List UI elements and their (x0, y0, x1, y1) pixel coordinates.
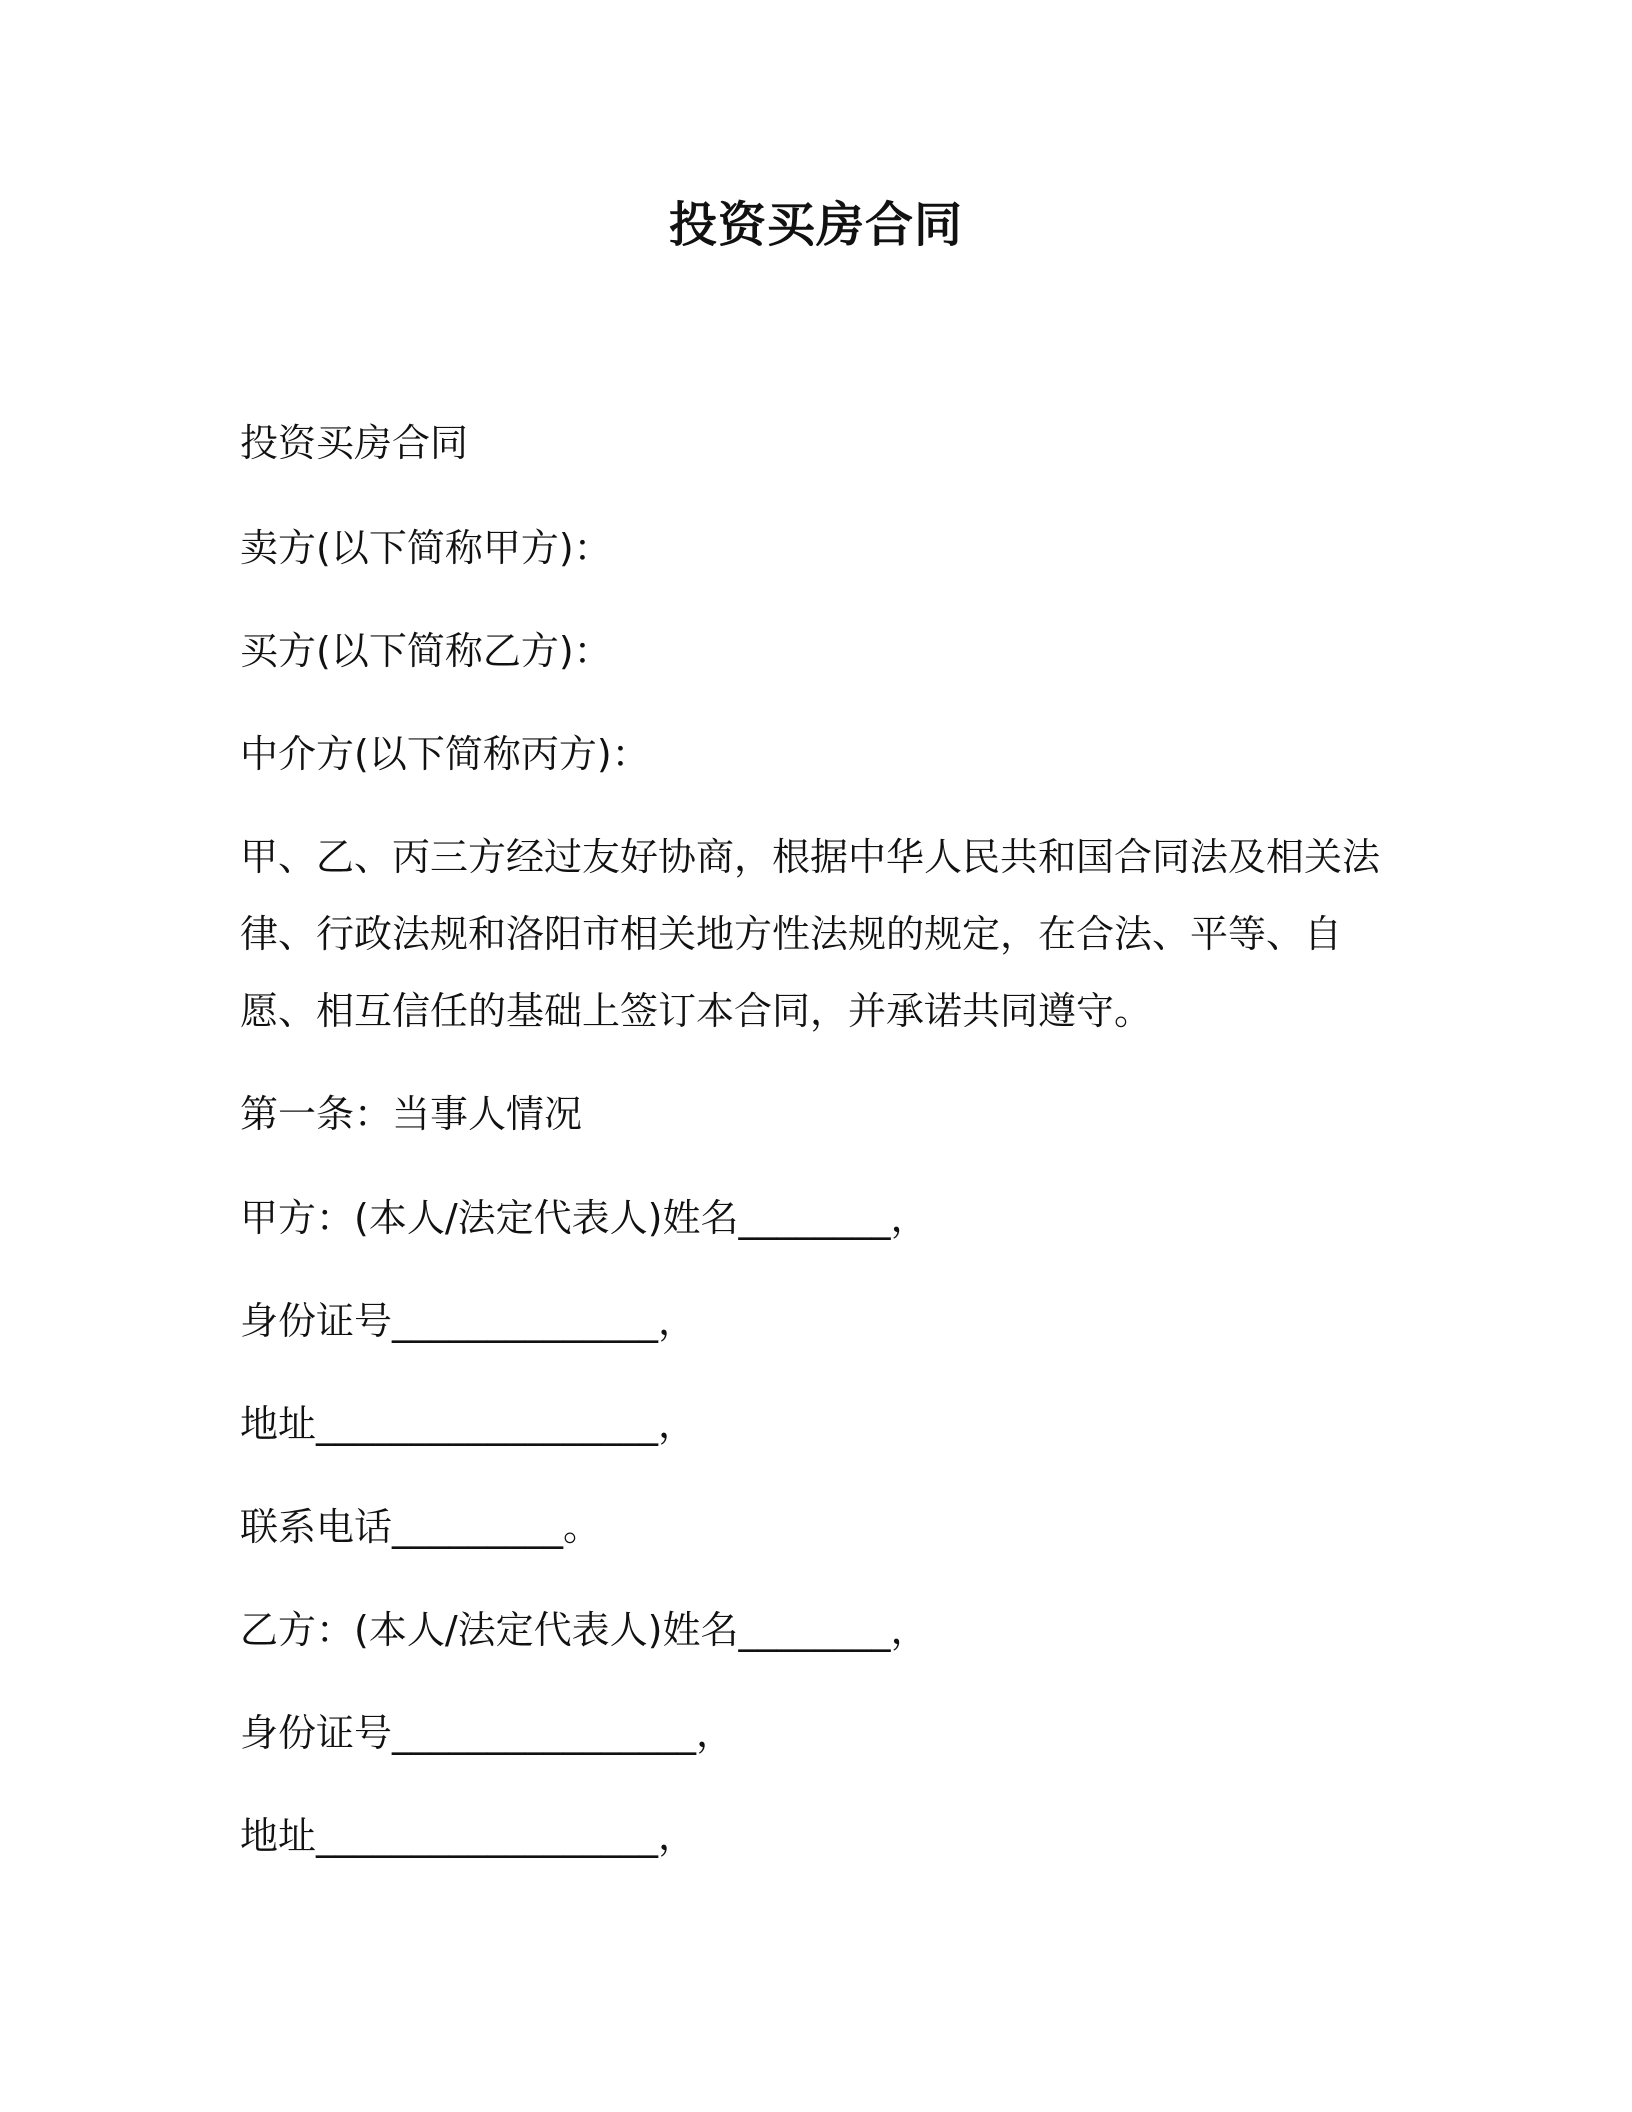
preamble-line-1: 甲、乙、丙三方经过友好协商，根据中华人民共和国合同法及相关法 (240, 835, 1381, 879)
agent-line: 中介方(以下简称丙方)： (240, 732, 650, 776)
party-a-phone-line: 联系电话_________。 (240, 1505, 602, 1549)
buyer-line: 买方(以下简称乙方)： (240, 629, 612, 673)
party-b-address-line: 地址__________________， (240, 1814, 697, 1858)
article-1-heading: 第一条：当事人情况 (240, 1092, 583, 1136)
contract-name-line: 投资买房合同 (240, 421, 469, 465)
seller-line: 卖方(以下简称甲方)： (240, 526, 612, 570)
document-title: 投资买房合同 (668, 197, 963, 253)
preamble-line-3: 愿、相互信任的基础上签订本合同，并承诺共同遵守。 (240, 989, 1153, 1033)
party-a-id-line: 身份证号______________， (240, 1299, 697, 1343)
party-a-name-line: 甲方：(本人/法定代表人)姓名________， (240, 1196, 929, 1240)
party-b-name-line: 乙方：(本人/法定代表人)姓名________， (240, 1608, 929, 1652)
party-a-address-line: 地址__________________， (240, 1402, 697, 1446)
party-b-id-line: 身份证号________________， (240, 1711, 735, 1755)
preamble-line-2: 律、行政法规和洛阳市相关地方性法规的规定，在合法、平等、自 (240, 912, 1343, 956)
